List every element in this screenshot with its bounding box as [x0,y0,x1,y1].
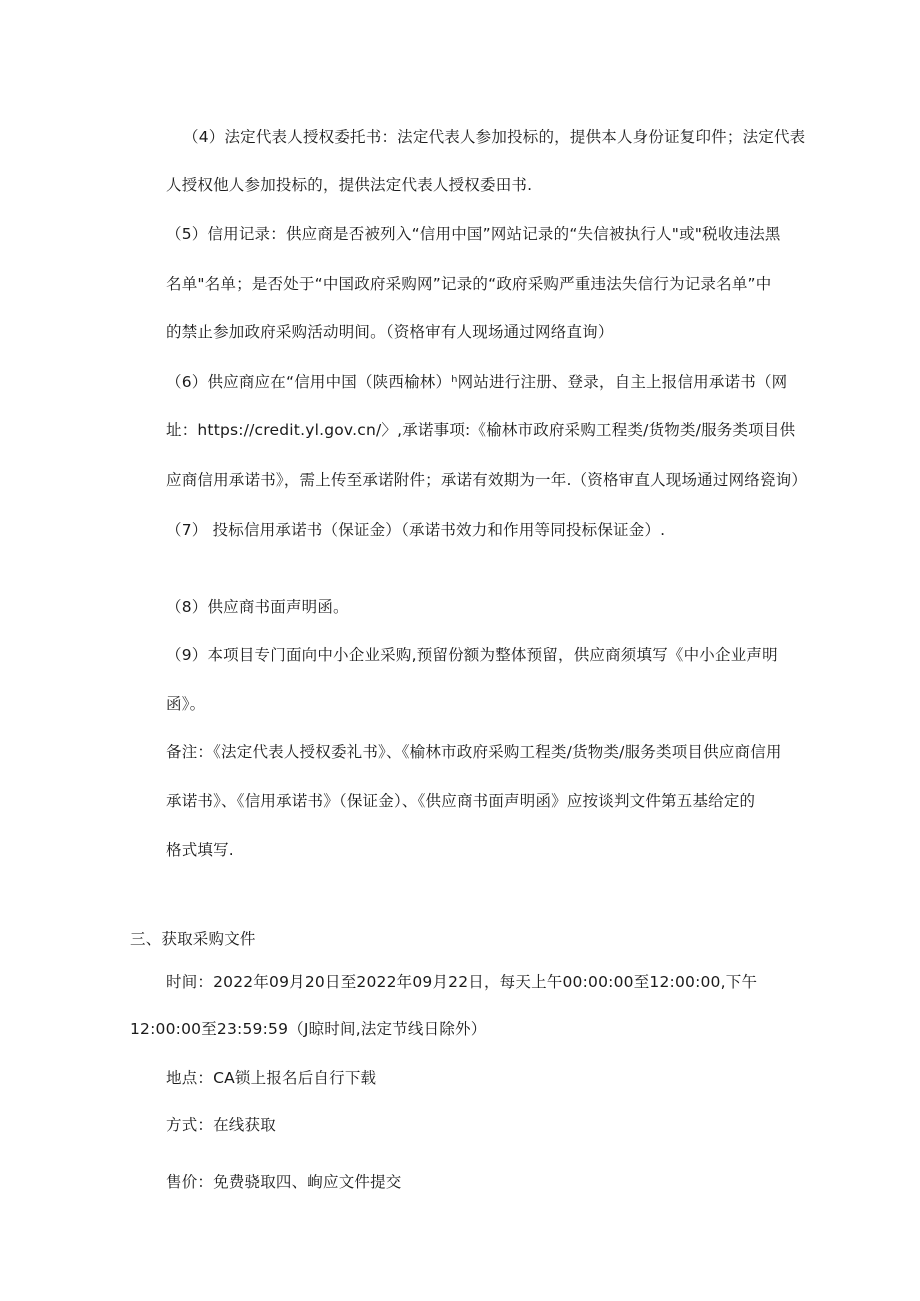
note-line1: 备注：《法定代表人授权委礼书》、《榆林市政府采购工程类/货物类/服务类项目供应商信用 [166,743,782,761]
time-line1: 时间：2022年09月20日至2022年09月22日，每天上午00:00:00至12:00:00,下午 [166,973,758,991]
item6-line3: 应商信用承诺书》，需上传至承诺附件；承诺有效期为一年.（资格审直人现场通过网络瓷询） [166,471,808,489]
item5-line2: 名单"名单；是否处于“中国政府采购网”记录的“政府采购严重违法失信行为记录名单”中 [166,275,772,293]
note-line3: 格式填写. [166,841,234,859]
item6-line2: 址：https://credit.yl.gov.cn/〉,承诺事项:《榆林市政府采购工程类/货物类/服务类项目供 [166,421,796,439]
time-line2: 12:00:00至23:59:59（J晾时间,法定节线日除外） [130,1020,487,1038]
price-line: 售价：免费骁取四、峋应文件提交 [166,1173,402,1191]
note-line2: 承诺书》、《信用承诺书》（保证金）、《供应商书面声明函》应按谈判文件第五基给定的 [166,792,756,810]
item9-line2: 函》。 [166,695,206,713]
item8-line1: （8）供应商书面声明函。 [166,598,349,616]
item5-line3: 的禁止参加政府采购活动明间。（资格审有人现场通过网络直询） [166,323,614,341]
item4-line1: （4）法定代表人授权委托书：法定代表人参加投标的，提供本人身份证复印件；法定代表 [183,128,806,146]
item4-line2: 人授权他人参加投标的，提供法定代表人授权委田书. [166,176,533,194]
item7-line1: （7） 投标信用承诺书（保证金）（承诺书效力和作用等同投标保证金）. [166,521,666,539]
section3-heading: 三、获取采购文件 [130,930,256,948]
item5-line1: （5）信用记录：供应商是否被列入“信用中国”网站记录的“失信被执行人"或"税收违法黑 [166,225,781,243]
item6-line1: （6）供应商应在“信用中国（陕西榆林）ʰ网站进行注册、登录，自主上报信用承诺书（网 [166,373,788,391]
method-line: 方式：在线获取 [166,1116,276,1134]
item9-line1: （9）本项目专门面向中小企业采购,预留份额为整体预留，供应商须填写《中小企业声明 [166,646,778,664]
location-line: 地点：CA锁上报名后自行下载 [166,1069,377,1087]
